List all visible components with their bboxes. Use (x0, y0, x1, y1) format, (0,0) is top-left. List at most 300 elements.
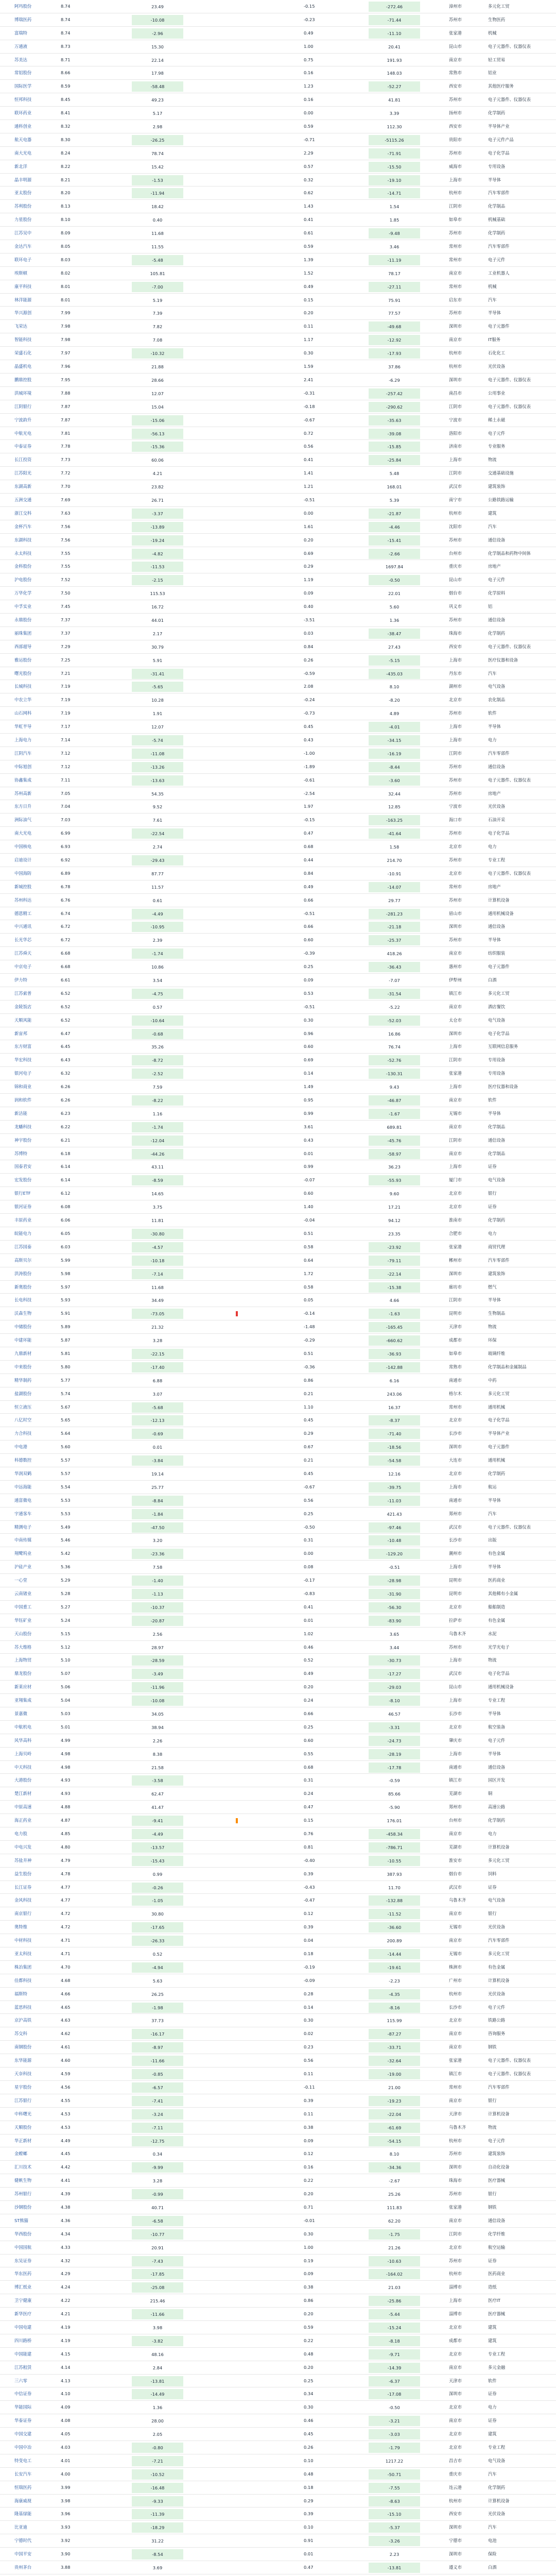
stock-name-link[interactable]: 鹏鼎控股 (14, 377, 32, 382)
stock-name-link[interactable]: 比亚迪 (14, 2524, 27, 2530)
table-row[interactable] (0, 840, 556, 854)
table-row[interactable] (0, 480, 556, 494)
stock-name-link[interactable]: 福斯特 (14, 1991, 27, 1996)
stock-name-link[interactable]: 四川路桥 (14, 2337, 32, 2343)
table-row[interactable] (0, 974, 556, 987)
stock-name-link[interactable]: 亚翔集成 (14, 1698, 32, 1703)
table-row[interactable] (0, 2308, 556, 2321)
stock-name-link[interactable]: 飞荣达 (14, 324, 27, 329)
table-row[interactable] (0, 227, 556, 240)
stock-name-link[interactable]: 中国海防 (14, 870, 32, 876)
table-row[interactable] (0, 1947, 556, 1961)
stock-name-link[interactable]: 海康威视 (14, 2498, 32, 2503)
stock-name-link[interactable]: 华能国际 (14, 2404, 32, 2410)
table-row[interactable] (0, 747, 556, 760)
stock-name-link[interactable]: 伊力特 (14, 977, 27, 983)
table-row[interactable] (0, 1147, 556, 1161)
stock-name-link[interactable]: 八亿时空 (14, 1417, 32, 1423)
stock-name-link[interactable]: 楚江新材 (14, 1791, 32, 1797)
table-row[interactable] (0, 1014, 556, 1027)
stock-name-link[interactable]: 金达汽车 (14, 244, 32, 249)
stock-name-link[interactable]: 天奈科技 (14, 2071, 32, 2077)
stock-name-link[interactable]: 通富微电 (14, 1497, 32, 1503)
stock-name-link[interactable]: 中信证券 (14, 2391, 32, 2397)
table-row[interactable] (0, 2094, 556, 2108)
stock-name-link[interactable]: 银河电子 (14, 1071, 32, 1076)
stock-name-link[interactable]: 益生股份 (14, 1871, 32, 1876)
table-row[interactable] (0, 2481, 556, 2495)
stock-name-link[interactable]: 恒立液压 (14, 1404, 32, 1410)
stock-name-link[interactable]: 洲际油气 (14, 817, 32, 823)
stock-name-link[interactable]: 万华化学 (14, 590, 32, 596)
stock-name-link[interactable]: 洪涛股份 (14, 1270, 32, 1276)
stock-name-link[interactable]: 东湖科技 (14, 537, 32, 543)
stock-name-link[interactable]: 江苏阳光 (14, 470, 32, 476)
stock-name-link[interactable]: 东华能源 (14, 2058, 32, 2063)
table-row[interactable] (0, 200, 556, 213)
table-row[interactable] (0, 1027, 556, 1041)
table-row[interactable] (0, 1587, 556, 1601)
stock-name-link[interactable]: 中国平安 (14, 2551, 32, 2557)
table-row[interactable] (0, 2334, 556, 2348)
table-row[interactable] (0, 40, 556, 54)
stock-name-link[interactable]: 银河证券 (14, 1204, 32, 1210)
stock-name-link[interactable]: 华西股份 (14, 2231, 32, 2236)
stock-name-link[interactable]: 星宇股份 (14, 2084, 32, 2090)
table-row[interactable] (0, 2081, 556, 2094)
table-row[interactable] (0, 734, 556, 747)
stock-name-link[interactable]: 洪城环境 (14, 390, 32, 396)
stock-name-link[interactable]: 金螳螂 (14, 2151, 27, 2157)
stock-name-link[interactable]: 丰原药业 (14, 1217, 32, 1223)
stock-name-link[interactable]: 江阴银行 (14, 403, 32, 409)
stock-name-link[interactable]: 新奥股份 (14, 1284, 32, 1290)
table-row[interactable] (0, 13, 556, 27)
table-row[interactable] (0, 1107, 556, 1121)
stock-name-link[interactable]: 东吴证券 (14, 2258, 32, 2263)
table-row[interactable] (0, 1334, 556, 1347)
table-row[interactable] (0, 2561, 556, 2574)
table-row[interactable] (0, 2188, 556, 2201)
stock-name-link[interactable]: 中京电子 (14, 964, 32, 970)
stock-name-link[interactable]: 科德数控 (14, 1458, 32, 1463)
table-row[interactable] (0, 174, 556, 187)
table-row[interactable] (0, 2294, 556, 2308)
stock-name-link[interactable]: 中国电建 (14, 2324, 32, 2330)
stock-name-link[interactable]: 苏博特 (14, 1150, 27, 1156)
table-row[interactable] (0, 1494, 556, 1507)
stock-name-link[interactable]: 特变电工 (14, 2458, 32, 2463)
table-row[interactable] (0, 494, 556, 507)
table-row[interactable] (0, 600, 556, 614)
stock-name-link[interactable]: 华东医药 (14, 2271, 32, 2277)
stock-name-link[interactable]: 中电兴发 (14, 1844, 32, 1850)
table-row[interactable] (0, 640, 556, 654)
table-row[interactable] (0, 2387, 556, 2401)
stock-name-link[interactable]: 中原高速 (14, 1804, 32, 1810)
stock-name-link[interactable]: 隆基绿能 (14, 2511, 32, 2517)
stock-name-link[interactable]: 中泰证券 (14, 444, 32, 449)
stock-name-link[interactable]: 精测电子 (14, 1524, 32, 1530)
stock-name-link[interactable]: 山石网科 (14, 710, 32, 716)
stock-name-link[interactable]: 长安汽车 (14, 2471, 32, 2477)
table-row[interactable] (0, 2321, 556, 2334)
stock-name-link[interactable]: 中天科技 (14, 1764, 32, 1770)
table-row[interactable] (0, 547, 556, 561)
stock-name-link[interactable]: 江苏索普 (14, 990, 32, 996)
stock-name-link[interactable]: 力星股份 (14, 217, 32, 223)
table-row[interactable] (0, 2507, 556, 2521)
stock-name-link[interactable]: 埃斯顿 (14, 270, 27, 276)
table-row[interactable] (0, 1547, 556, 1561)
stock-name-link[interactable]: 华兴源创 (14, 310, 32, 316)
table-row[interactable] (0, 2147, 556, 2161)
table-row[interactable] (0, 2375, 556, 2388)
stock-name-link[interactable]: 金陵饭店 (14, 1004, 32, 1009)
table-row[interactable] (0, 360, 556, 374)
stock-name-link[interactable]: 力合科技 (14, 1431, 32, 1436)
table-row[interactable] (0, 760, 556, 774)
table-row[interactable] (0, 1067, 556, 1080)
table-row[interactable] (0, 440, 556, 453)
table-row[interactable] (0, 573, 556, 587)
table-row[interactable] (0, 1467, 556, 1481)
stock-name-link[interactable]: 一心堂 (14, 1578, 27, 1583)
table-row[interactable] (0, 1294, 556, 1307)
stock-name-link[interactable]: 沪硅产业 (14, 1564, 32, 1570)
table-row[interactable] (0, 147, 556, 160)
table-row[interactable] (0, 1761, 556, 1774)
table-row[interactable] (0, 280, 556, 294)
table-row[interactable] (0, 667, 556, 681)
stock-name-link[interactable]: 亚太科技 (14, 1951, 32, 1957)
stock-name-link[interactable]: 高斯贝尔 (14, 1257, 32, 1263)
table-row[interactable] (0, 2214, 556, 2228)
stock-name-link[interactable]: 新华医疗 (14, 2311, 32, 2317)
stock-name-link[interactable]: 新洁能 (14, 1110, 27, 1116)
table-row[interactable] (0, 1414, 556, 1427)
table-row[interactable] (0, 1227, 556, 1241)
stock-name-link[interactable]: 长光华芯 (14, 937, 32, 943)
stock-name-link[interactable]: 雅运股份 (14, 657, 32, 663)
table-row[interactable] (0, 1387, 556, 1401)
table-row[interactable] (0, 707, 556, 720)
stock-name-link[interactable]: 荣盛石化 (14, 350, 32, 356)
table-row[interactable] (0, 347, 556, 360)
stock-name-link[interactable]: 润和软件 (14, 1097, 32, 1103)
stock-name-link[interactable]: 苏交科 (14, 2031, 27, 2037)
table-row[interactable] (0, 2267, 556, 2281)
stock-name-link[interactable]: 贵州茅台 (14, 2565, 32, 2570)
stock-name-link[interactable]: 长江投资 (14, 457, 32, 463)
table-row[interactable] (0, 1601, 556, 1614)
table-row[interactable] (0, 2414, 556, 2428)
table-row[interactable] (0, 2348, 556, 2361)
stock-name-link[interactable]: 丽珠集团 (14, 630, 32, 636)
table-row[interactable] (0, 1174, 556, 1187)
table-row[interactable] (0, 774, 556, 787)
stock-name-link[interactable]: 中材科技 (14, 1938, 32, 1943)
table-row[interactable] (0, 160, 556, 174)
stock-name-link[interactable]: 盐湖股份 (14, 1391, 32, 1396)
table-row[interactable] (0, 2161, 556, 2174)
table-row[interactable] (0, 307, 556, 320)
table-row[interactable] (0, 1134, 556, 1147)
table-row[interactable] (0, 2201, 556, 2214)
stock-name-link[interactable]: 航天电器 (14, 137, 32, 142)
table-row[interactable] (0, 627, 556, 640)
table-row[interactable] (0, 1641, 556, 1654)
table-row[interactable] (0, 720, 556, 734)
table-row[interactable] (0, 2255, 556, 2268)
table-row[interactable] (0, 187, 556, 200)
stock-name-link[interactable]: 上海贝岭 (14, 1751, 32, 1756)
table-row[interactable] (0, 1907, 556, 1921)
stock-name-link[interactable]: 永太科技 (14, 550, 32, 556)
table-row[interactable] (0, 2241, 556, 2255)
stock-name-link[interactable]: 上海电力 (14, 737, 32, 742)
table-row[interactable] (0, 1361, 556, 1374)
table-row[interactable] (0, 1187, 556, 1200)
stock-name-link[interactable]: 南大光电 (14, 150, 32, 156)
stock-name-link[interactable]: 中国中冶 (14, 2444, 32, 2450)
table-row[interactable] (0, 1121, 556, 1134)
stock-name-link[interactable]: 中国能建 (14, 2351, 32, 2357)
stock-name-link[interactable]: 德恩精工 (14, 910, 32, 916)
table-row[interactable] (0, 1961, 556, 1974)
stock-name-link[interactable]: 金科股份 (14, 564, 32, 569)
stock-name-link[interactable]: 华润双鹤 (14, 1470, 32, 1476)
stock-name-link[interactable]: 东湖高新 (14, 484, 32, 489)
stock-name-link[interactable]: 常铝股份 (14, 70, 32, 76)
table-row[interactable] (0, 1774, 556, 1787)
stock-name-link[interactable]: 沃森生物 (14, 1311, 32, 1316)
table-row[interactable] (0, 0, 556, 13)
table-row[interactable] (0, 2054, 556, 2067)
table-row[interactable] (0, 560, 556, 573)
table-row[interactable] (0, 80, 556, 93)
table-row[interactable] (0, 414, 556, 427)
table-row[interactable] (0, 1281, 556, 1294)
table-row[interactable] (0, 253, 556, 267)
table-row[interactable] (0, 387, 556, 400)
table-row[interactable] (0, 507, 556, 520)
table-row[interactable] (0, 213, 556, 227)
table-row[interactable] (0, 453, 556, 467)
table-row[interactable] (0, 1440, 556, 1454)
table-row[interactable] (0, 1481, 556, 1494)
table-row[interactable] (0, 520, 556, 534)
table-row[interactable] (0, 2108, 556, 2121)
table-row[interactable] (0, 107, 556, 120)
stock-name-link[interactable]: 银行ETF (14, 1191, 31, 1196)
table-row[interactable] (0, 1894, 556, 1907)
stock-name-link[interactable]: 南大光电 (14, 831, 32, 836)
table-row[interactable] (0, 934, 556, 947)
stock-name-link[interactable]: 苏州银行 (14, 2191, 32, 2197)
stock-name-link[interactable]: 沪电股份 (14, 577, 32, 583)
table-row[interactable] (0, 1721, 556, 1734)
table-row[interactable] (0, 120, 556, 133)
table-row[interactable] (0, 1094, 556, 1107)
stock-name-link[interactable]: 阿玛股份 (14, 4, 32, 9)
stock-name-link[interactable]: 翔鹭钨业 (14, 1551, 32, 1556)
stock-name-link[interactable]: 三六零 (14, 2378, 27, 2383)
stock-name-link[interactable]: 苏利股份 (14, 204, 32, 209)
stock-name-link[interactable]: 江阴汽车 (14, 750, 32, 756)
stock-name-link[interactable]: 恒瑞医药 (14, 2484, 32, 2490)
table-row[interactable] (0, 2428, 556, 2441)
table-row[interactable] (0, 1561, 556, 1574)
table-row[interactable] (0, 427, 556, 440)
stock-name-link[interactable]: 苏盐井神 (14, 1857, 32, 1863)
table-row[interactable] (0, 1054, 556, 1067)
stock-name-link[interactable]: 新城控股 (14, 884, 32, 889)
stock-name-link[interactable]: 浙江交科 (14, 510, 32, 516)
stock-name-link[interactable]: 五洲交通 (14, 497, 32, 502)
stock-name-link[interactable]: 京沪高铁 (14, 2018, 32, 2023)
table-row[interactable] (0, 66, 556, 80)
stock-name-link[interactable]: 皖能电力 (14, 1230, 32, 1236)
stock-name-link[interactable]: 新北洋 (14, 163, 27, 169)
stock-name-link[interactable]: 华泰证券 (14, 2418, 32, 2424)
stock-name-link[interactable]: 天顺股份 (14, 2124, 32, 2130)
stock-name-link[interactable]: 中远海能 (14, 1484, 32, 1489)
stock-name-link[interactable]: 精华制药 (14, 1377, 32, 1383)
table-row[interactable] (0, 1574, 556, 1587)
stock-name-link[interactable]: 天山股份 (14, 1631, 32, 1636)
table-row[interactable] (0, 880, 556, 894)
stock-name-link[interactable]: 宇通客车 (14, 1511, 32, 1516)
table-row[interactable] (0, 467, 556, 480)
stock-name-link[interactable]: 卫宁健康 (14, 2298, 32, 2303)
stock-name-link[interactable]: 中孚实业 (14, 604, 32, 609)
table-row[interactable] (0, 1200, 556, 1214)
table-row[interactable] (0, 1974, 556, 1988)
table-row[interactable] (0, 1267, 556, 1281)
table-row[interactable] (0, 1507, 556, 1521)
stock-name-link[interactable]: 康平科技 (14, 283, 32, 289)
table-row[interactable] (0, 320, 556, 333)
table-row[interactable] (0, 1347, 556, 1361)
stock-name-link[interactable]: 协鑫集成 (14, 777, 32, 783)
stock-name-link[interactable]: 海正药业 (14, 1818, 32, 1823)
stock-name-link[interactable]: 联环药业 (14, 110, 32, 116)
stock-name-link[interactable]: 中农立华 (14, 697, 32, 703)
table-row[interactable] (0, 2401, 556, 2414)
stock-name-link[interactable]: 金杯汽车 (14, 523, 32, 529)
table-row[interactable] (0, 1427, 556, 1440)
stock-name-link[interactable]: 中国交建 (14, 2431, 32, 2437)
stock-name-link[interactable]: 东方日升 (14, 804, 32, 809)
stock-name-link[interactable]: 长城科技 (14, 684, 32, 689)
table-row[interactable] (0, 2134, 556, 2148)
table-row[interactable] (0, 1628, 556, 1641)
stock-name-link[interactable]: 苏州科达 (14, 897, 32, 903)
stock-name-link[interactable]: 电力股 (14, 1831, 27, 1837)
stock-name-link[interactable]: 中建环能 (14, 1337, 32, 1343)
table-row[interactable] (0, 960, 556, 974)
table-row[interactable] (0, 1534, 556, 1547)
table-row[interactable] (0, 27, 556, 40)
stock-name-link[interactable]: 大港股份 (14, 1777, 32, 1783)
stock-name-link[interactable]: 苏大维格 (14, 1644, 32, 1650)
stock-name-link[interactable]: 汇川技术 (14, 2164, 32, 2170)
table-row[interactable] (0, 1827, 556, 1841)
stock-name-link[interactable]: 曙光股份 (14, 670, 32, 676)
stock-name-link[interactable]: 锦和商业 (14, 1084, 32, 1090)
table-row[interactable] (0, 867, 556, 880)
stock-name-link[interactable]: ST熊猫 (14, 2217, 28, 2223)
stock-name-link[interactable]: 永鼎股份 (14, 617, 32, 622)
stock-name-link[interactable]: 中际旭创 (14, 764, 32, 769)
stock-name-link[interactable]: 金风科技 (14, 1897, 32, 1903)
stock-name-link[interactable]: 江苏国泰 (14, 1244, 32, 1249)
table-row[interactable] (0, 2014, 556, 2027)
stock-name-link[interactable]: 奥特维 (14, 1924, 27, 1930)
stock-name-link[interactable]: 沙钢股份 (14, 2204, 32, 2210)
table-row[interactable] (0, 1734, 556, 1748)
table-row[interactable] (0, 54, 556, 67)
table-row[interactable] (0, 2534, 556, 2548)
stock-name-link[interactable]: 智能科技 (14, 337, 32, 343)
stock-name-link[interactable]: 启迪设计 (14, 857, 32, 862)
table-row[interactable] (0, 2521, 556, 2534)
table-row[interactable] (0, 1401, 556, 1414)
table-row[interactable] (0, 1988, 556, 2001)
table-row[interactable] (0, 827, 556, 840)
table-row[interactable] (0, 987, 556, 1001)
stock-name-link[interactable]: 江苏租赁 (14, 2364, 32, 2370)
stock-name-link[interactable]: 华虹半导 (14, 724, 32, 730)
stock-name-link[interactable]: 苏州高新 (14, 790, 32, 796)
table-row[interactable] (0, 400, 556, 414)
stock-name-link[interactable]: 中南传媒 (14, 1537, 32, 1543)
stock-name-link[interactable]: 万通液 (14, 43, 27, 49)
table-row[interactable] (0, 1254, 556, 1267)
stock-name-link[interactable]: 中国重工 (14, 1604, 32, 1609)
table-row[interactable] (0, 2228, 556, 2241)
stock-name-link[interactable]: 中航光电 (14, 430, 32, 436)
stock-name-link[interactable]: 西部超导 (14, 643, 32, 649)
stock-name-link[interactable]: 龙蟠科技 (14, 1124, 32, 1129)
table-row[interactable] (0, 1787, 556, 1801)
table-row[interactable] (0, 1881, 556, 1894)
table-row[interactable] (0, 1748, 556, 1761)
stock-name-link[interactable]: 亚太股份 (14, 190, 32, 196)
table-row[interactable] (0, 267, 556, 280)
table-row[interactable] (0, 333, 556, 347)
stock-name-link[interactable]: 通科创业 (14, 124, 32, 129)
stock-name-link[interactable]: 中电港 (14, 1444, 27, 1450)
stock-name-link[interactable]: 国际医学 (14, 83, 32, 89)
table-row[interactable] (0, 2361, 556, 2375)
stock-name-link[interactable]: 江苏舜天 (14, 951, 32, 956)
stock-name-link[interactable]: 恒邦科技 (14, 97, 32, 103)
stock-name-link[interactable]: 南钢股份 (14, 2044, 32, 2050)
table-row[interactable] (0, 2441, 556, 2454)
stock-name-link[interactable]: 中国国航 (14, 2244, 32, 2250)
table-row[interactable] (0, 1454, 556, 1467)
stock-name-link[interactable]: 长江证券 (14, 1884, 32, 1890)
stock-name-link[interactable]: 林洋能源 (14, 297, 32, 302)
stock-name-link[interactable]: 鼎龙股份 (14, 1671, 32, 1676)
table-row[interactable] (0, 614, 556, 627)
stock-name-link[interactable]: 晶丰明源 (14, 177, 32, 182)
table-row[interactable] (0, 1307, 556, 1320)
table-row[interactable] (0, 920, 556, 934)
stock-name-link[interactable]: 新莱应材 (14, 1684, 32, 1690)
